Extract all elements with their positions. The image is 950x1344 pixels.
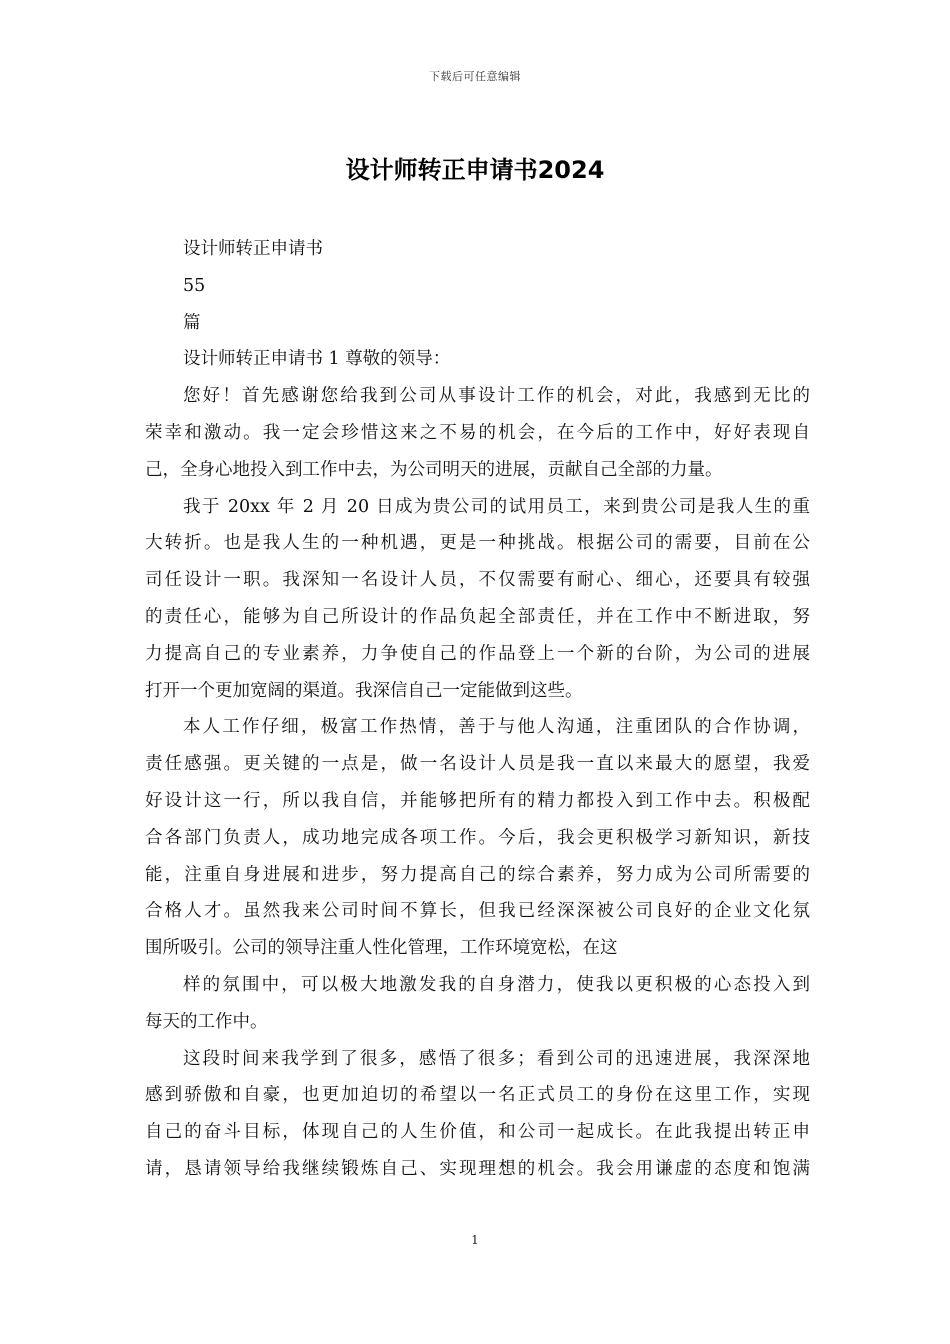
- text-line: 合格人才。虽然我来公司时间不算长，但我已经深深被公司良好的企业文化氛: [145, 901, 810, 922]
- page-header-note: 下载后可任意编辑: [429, 70, 521, 83]
- text-line: 大转折。也是我人生的一种机遇，更是一种挑战。根据公司的需要，目前在公: [145, 533, 810, 554]
- text-line: 力提高自己的专业素养，力争使自己的作品登上一个新的台阶，为公司的进展: [145, 643, 810, 664]
- text-line: 样的氛围中，可以极大地激发我的自身潜力，使我以更积极的心态投入到: [183, 974, 810, 995]
- text-line: 请，恳请领导给我继续锻炼自己、实现理想的机会。我会用谦虚的态度和饱满: [145, 1158, 810, 1179]
- text-line: 每天的工作中。: [145, 1011, 268, 1032]
- text-line: 设计师转正申请书: [183, 239, 323, 259]
- text-line: 55: [183, 275, 206, 296]
- document-title: 设计师转正申请书2024: [345, 156, 605, 184]
- text-line: 荣幸和激动。我一定会珍惜这来之不易的机会，在今后的工作中，好好表现自: [145, 422, 810, 443]
- text-line: 的责任心，能够为自己所设计的作品负起全部责任，并在工作中不断进取，努: [145, 606, 810, 627]
- text-line: 能，注重自身进展和进步，努力提高自己的综合素养，努力成为公司所需要的: [145, 864, 810, 885]
- text-line: 您好！首先感谢您给我到公司从事设计工作的机会，对此，我感到无比的: [183, 386, 810, 407]
- text-line: 本人工作仔细，极富工作热情，善于与他人沟通，注重团队的合作协调，: [183, 717, 810, 738]
- text-line: 感到骄傲和自豪，也更加迫切的希望以一名正式员工的身份在这里工作，实现: [145, 1085, 810, 1106]
- text-line: 己，全身心地投入到工作中去，为公司明天的进展，贡献自己全部的力量。: [145, 459, 723, 480]
- text-line: 篇: [183, 312, 201, 333]
- text-line: 这段时间来我学到了很多，感悟了很多；看到公司的迅速进展，我深深地: [183, 1048, 810, 1069]
- text-line: 责任感强。更关键的一点是，做一名设计人员是我一直以来最大的愿望，我爱: [145, 754, 810, 775]
- text-line: 我于 20xx 年 2 月 20 日成为贵公司的试用员工，来到贵公司是我人生的重: [183, 496, 810, 517]
- text-line: 设计师转正申请书 1 尊敬的领导：: [183, 349, 451, 370]
- text-line: 围所吸引。公司的领导注重人性化管理，工作环境宽松，在这: [145, 938, 618, 959]
- text-line: 自己的奋斗目标，体现自己的人生价值，和公司一起成长。在此我提出转正申: [145, 1122, 810, 1143]
- text-line: 打开一个更加宽阔的渠道。我深信自己一定能做到这些。: [145, 680, 583, 701]
- text-line: 好设计这一行，所以我自信，并能够把所有的精力都投入到工作中去。积极配: [145, 790, 810, 811]
- page-number: 1: [471, 1233, 479, 1247]
- text-line: 合各部门负责人，成功地完成各项工作。今后，我会更积极学习新知识，新技: [145, 827, 810, 848]
- document-body: [145, 231, 810, 1188]
- text-line: 司任设计一职。我深知一名设计人员，不仅需要有耐心、细心，还要具有较强: [145, 570, 810, 591]
